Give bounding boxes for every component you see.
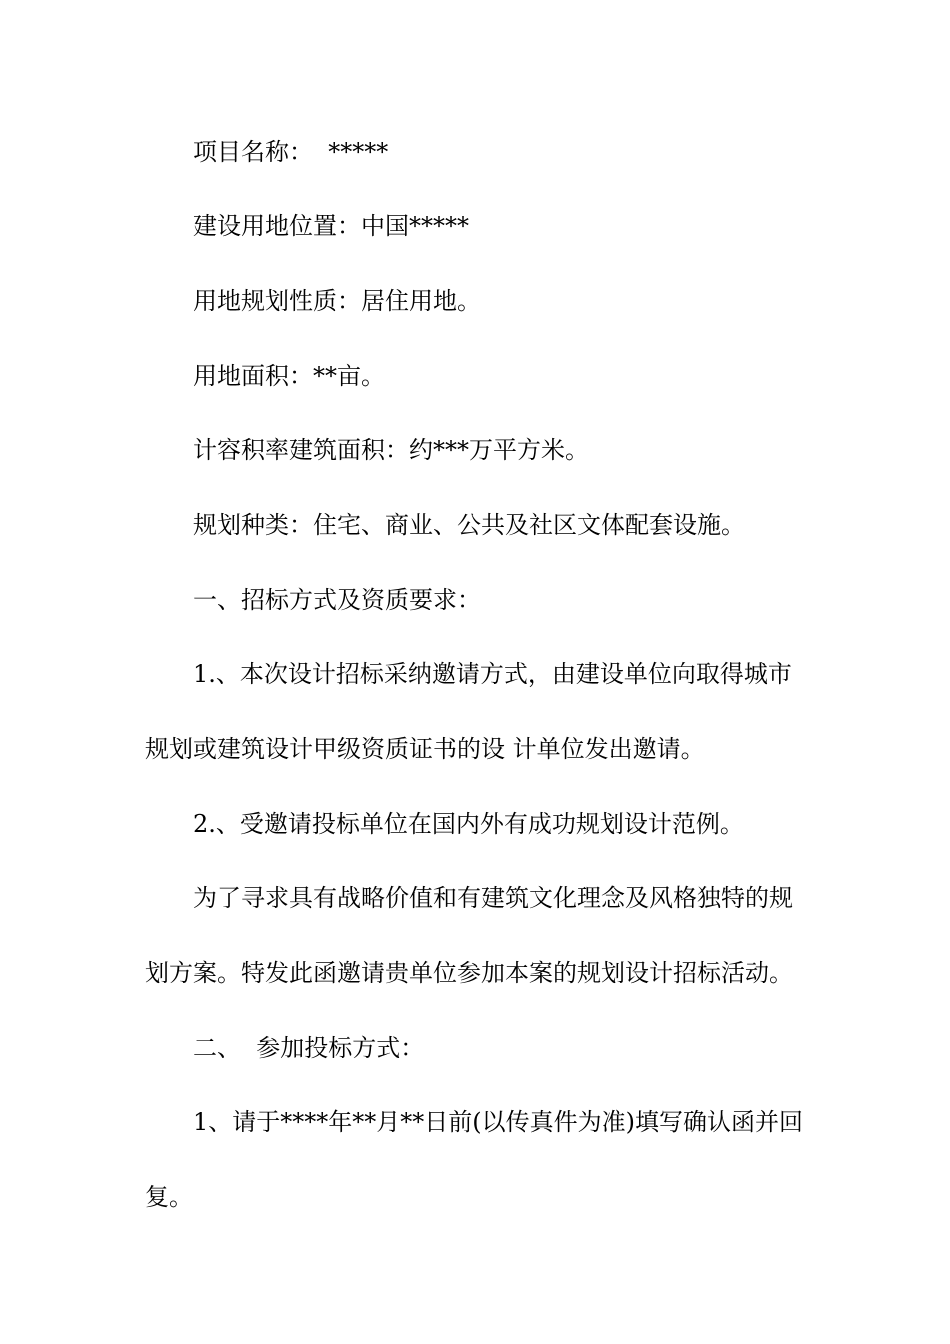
reply-instruction-line-2: 复。 [145,1183,193,1211]
planning-types-line: 规划种类：住宅、商业、公共及社区文体配套设施。 [193,511,745,539]
land-area-line: 用地面积：**亩。 [193,362,385,390]
section-one-heading: 一、招标方式及资质要求： [193,586,481,614]
purpose-line-1: 为了寻求具有战略价值和有建筑文化理念及风格独特的规 [193,884,793,912]
purpose-line-2: 划方案。特发此函邀请贵单位参加本案的规划设计招标活动。 [145,959,793,987]
section-two-heading: 二、 参加投标方式： [193,1034,425,1062]
item-1-line-2: 规划或建筑设计甲级资质证书的设 计单位发出邀请。 [145,735,705,763]
site-location-line: 建设用地位置：中国***** [193,212,469,240]
floor-area-line: 计容积率建筑面积：约***万平方米。 [193,436,589,464]
item-2-line: 2.、受邀请投标单位在国内外有成功规划设计范例。 [193,810,744,838]
item-1-line-1: 1.、本次设计招标采纳邀请方式，由建设单位向取得城市 [193,660,792,688]
land-use-line: 用地规划性质：居住用地。 [193,287,481,315]
project-name-line: 项目名称： ***** [193,138,389,166]
reply-instruction-line-1: 1、请于****年**月**日前(以传真件为准)填写确认函并回 [193,1108,803,1136]
